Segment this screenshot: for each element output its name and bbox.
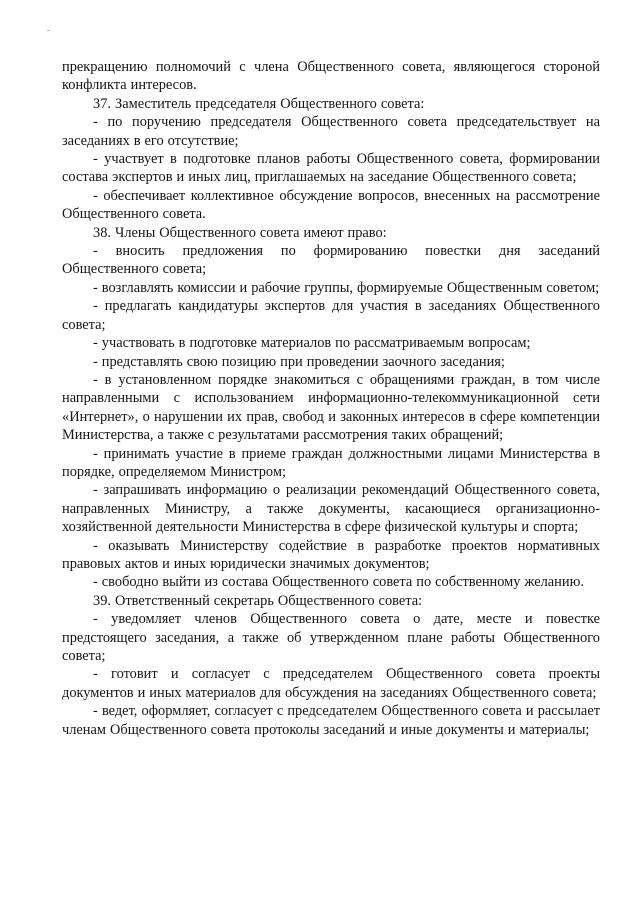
list-item: - обеспечивает коллективное обсуждение вопросов, внесенных на рассмотрение Общественного совета. (62, 187, 600, 223)
paragraph-continuation: прекращению полномочий с члена Общественного совета, являющегося стороной конфликта интересов. (62, 59, 600, 94)
list-item: - участвовать в подготовке материалов по рассматриваемым вопросам; (93, 335, 531, 352)
list-item: - уведомляет членов Общественного совета о дате, месте и повестке предстоящего заседания, а также об утвержденном плане работы Общественного совета; (62, 611, 600, 664)
list-item: - вносить предложения по формированию повестки дня заседаний Общественного совета; (62, 243, 600, 278)
list-item: - принимать участие в приеме граждан должностными лицами Министерства в порядке, определяемом Министром; (62, 445, 600, 480)
list-item: - в установленном порядке знакомиться с обращениями граждан, в том числе направленными с использованием информационно-телекоммуникационной сети «Интернет», о нарушении их прав, свобод и законных интересов в сфере компетенции Министерства, а также с результатами рассмотрения таких обращений; (62, 371, 600, 444)
list-item: - участвует в подготовке планов работы Общественного совета, формировании состава экспертов и иных лиц, приглашаемых на заседание Общественного совета; (62, 151, 600, 186)
list-item: - ведет, оформляет, согласует с председателем Общественного совета и рассылает членам Общественного совета протоколы заседаний и иные документы и материалы; (62, 703, 600, 738)
item-37-heading: 37. Заместитель председателя Общественного совета: (93, 95, 425, 112)
list-item: - запрашивать информацию о реализации рекомендаций Общественного совета, направленных Министру, а также документы, касающиеся организационно-хозяйственной деятельности Министерства в сфере физической культуры и спорта; (62, 482, 600, 536)
list-item: - готовит и согласует с председателем Общественного совета проекты документов и иных материалов для обсуждения на заседаниях Общественного совета; (62, 666, 600, 701)
list-item: - оказывать Министерству содействие в разработке проектов нормативных правовых актов и иных юридически значимых документов; (62, 537, 600, 572)
scan-mark (47, 30, 50, 31)
list-item: - по поручению председателя Общественного совета председательствует на заседаниях в его отсутствие; (62, 114, 600, 149)
list-item: - возглавлять комиссии и рабочие группы, формируемые Общественным советом; (93, 279, 600, 296)
list-item: - представлять свою позицию при проведении заочного заседания; (93, 353, 505, 370)
list-item: - предлагать кандидатуры экспертов для участия в заседаниях Общественного совета; (62, 298, 600, 333)
list-item: - свободно выйти из состава Общественного совета по собственному желанию. (93, 574, 584, 591)
document-body (62, 58, 600, 739)
item-38-heading: 38. Члены Общественного совета имеют право: (93, 224, 387, 241)
item-39-heading: 39. Ответственный секретарь Общественного совета: (93, 592, 423, 609)
